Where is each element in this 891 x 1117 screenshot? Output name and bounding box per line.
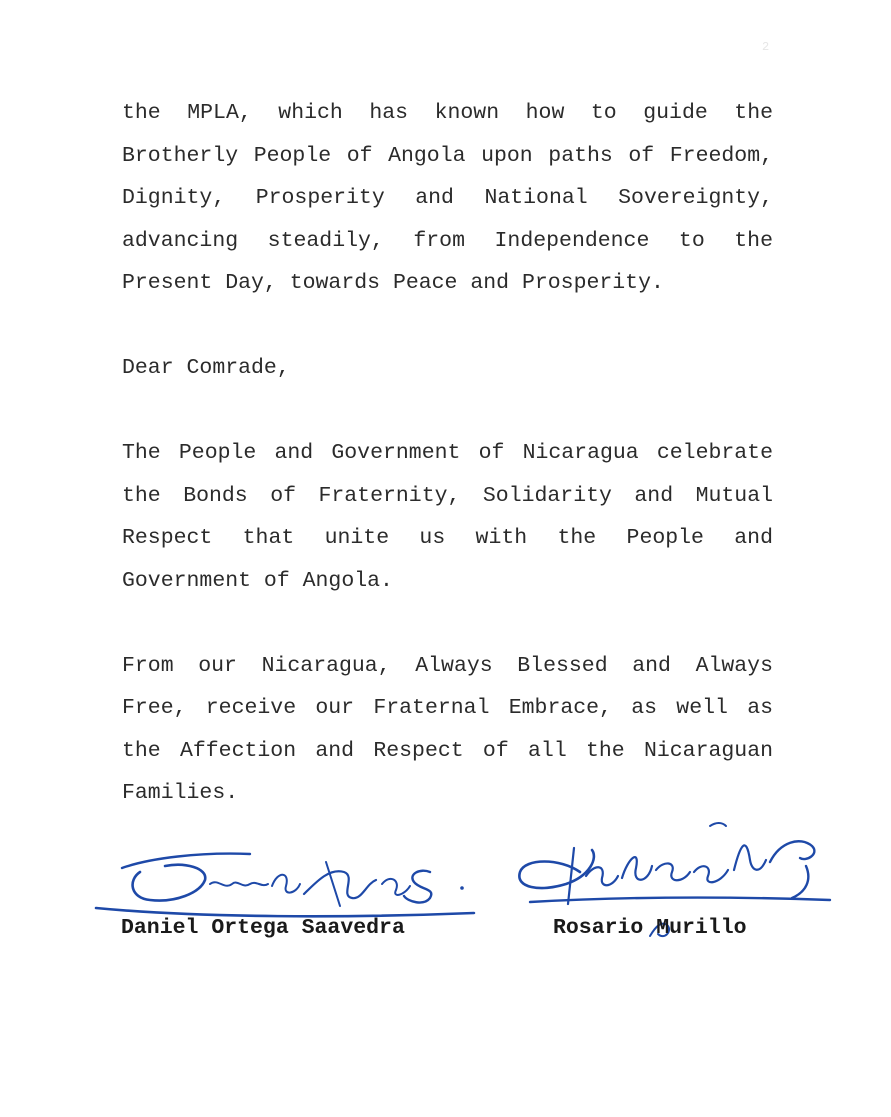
paragraph-closing: From our Nicaragua, Always Blessed and Always Free, receive our Fraternal Embrace, as well as the Affection and Respect of all the Nicaraguan Families. [122, 653, 773, 805]
paragraph-opening: the MPLA, which has known how to guide the Brotherly People of Angola upon paths of Freedom, Dignity, Prosperity and National Sovereignty, advancing steadily, from Independence to the Present Day, towards Peace and Prosperity. [122, 101, 773, 295]
signer-name-daniel-ortega: Daniel Ortega Saavedra [121, 916, 405, 940]
page-number: 2 [762, 40, 770, 54]
paragraph-bonds: The People and Government of Nicaragua celebrate the Bonds of Fraternity, Solidarity and Mutual Respect that unite us with the People and Government of Angola. [122, 441, 773, 593]
signature-daniel-ortega [96, 854, 474, 917]
salutation: Dear Comrade, [122, 356, 290, 380]
signer-name-rosario-murillo: Rosario Murillo [553, 916, 747, 940]
